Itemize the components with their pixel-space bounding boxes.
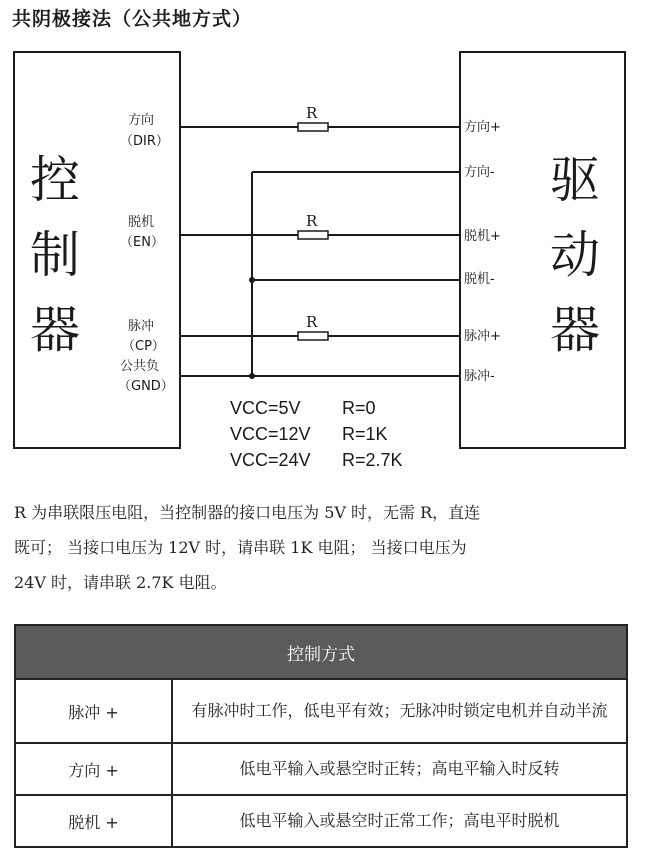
controller-char-1: 控 [30,151,80,209]
resistor-cp-label: R [306,313,318,331]
pin-cp-label: 脉冲 [128,319,155,334]
row-key-direction: 方向 + [15,743,172,795]
table-row [15,679,627,743]
page-title: 共阴极接法（公共地方式） [12,8,253,30]
term-en-plus: 脱机+ [464,229,501,244]
controller-char-2: 制 [30,226,80,284]
pin-gnd-label: 公共负 [120,359,160,374]
driver-char-3: 器 [550,301,600,359]
note-line-3: 24V 时，请串联 2.7K 电阻。 [14,573,227,592]
junction-dot-gnd [249,373,255,379]
vcc-row-2-vcc: VCC=12V [230,424,311,444]
vcc-row-3-vcc: VCC=24V [230,450,311,470]
controller-char-3: 器 [30,301,80,359]
vcc-row-1-r: R=0 [342,398,376,418]
row-value-enable: 低电平输入或悬空时正常工作；高电平时脱机 [172,795,627,847]
term-cp-minus: 脉冲- [464,369,495,384]
row-key-pulse: 脉冲 + [15,679,172,743]
driver-char-1: 驱 [550,151,600,209]
driver-box [460,52,625,448]
pin-gnd-sub: （GND） [118,379,174,394]
resistor-en-label: R [306,212,318,230]
junction-dot-en [249,277,255,283]
resistor-dir [298,123,328,131]
pin-en-label: 脱机 [128,215,155,230]
vcc-row-1-vcc: VCC=5V [230,398,301,418]
term-dir-minus: 方向- [464,165,495,180]
vcc-row-3-r: R=2.7K [342,450,403,470]
row-value-direction: 低电平输入或悬空时正转；高电平输入时反转 [172,743,627,795]
control-table-header: 控制方式 [15,625,627,679]
term-en-minus: 脱机- [464,272,495,287]
row-value-pulse: 有脉冲时工作，低电平有效；无脉冲时锁定电机并自动半流 [172,679,627,743]
driver-char-2: 动 [550,226,600,284]
row-key-enable: 脱机 + [15,795,172,847]
table-row [15,743,627,795]
resistor-dir-label: R [306,104,318,122]
term-dir-plus: 方向+ [464,120,501,135]
pin-cp-sub: （CP） [122,339,165,354]
pin-en-sub: （EN） [120,235,164,250]
pin-dir-label: 方向 [128,113,155,128]
term-cp-plus: 脉冲+ [464,329,501,344]
resistor-en [298,231,328,239]
note-line-2: 既可； 当接口电压为 12V 时，请串联 1K 电阻； 当接口电压为 [14,538,467,557]
resistor-cp [298,332,328,340]
table-row [15,795,627,847]
resistor-note [14,495,644,600]
vcc-row-2-r: R=1K [342,424,388,444]
note-line-1: R 为串联限压电阻，当控制器的接口电压为 5V 时，无需 R，直连 [14,503,481,522]
control-mode-table [14,624,628,848]
pin-dir-sub: （DIR） [120,134,169,149]
